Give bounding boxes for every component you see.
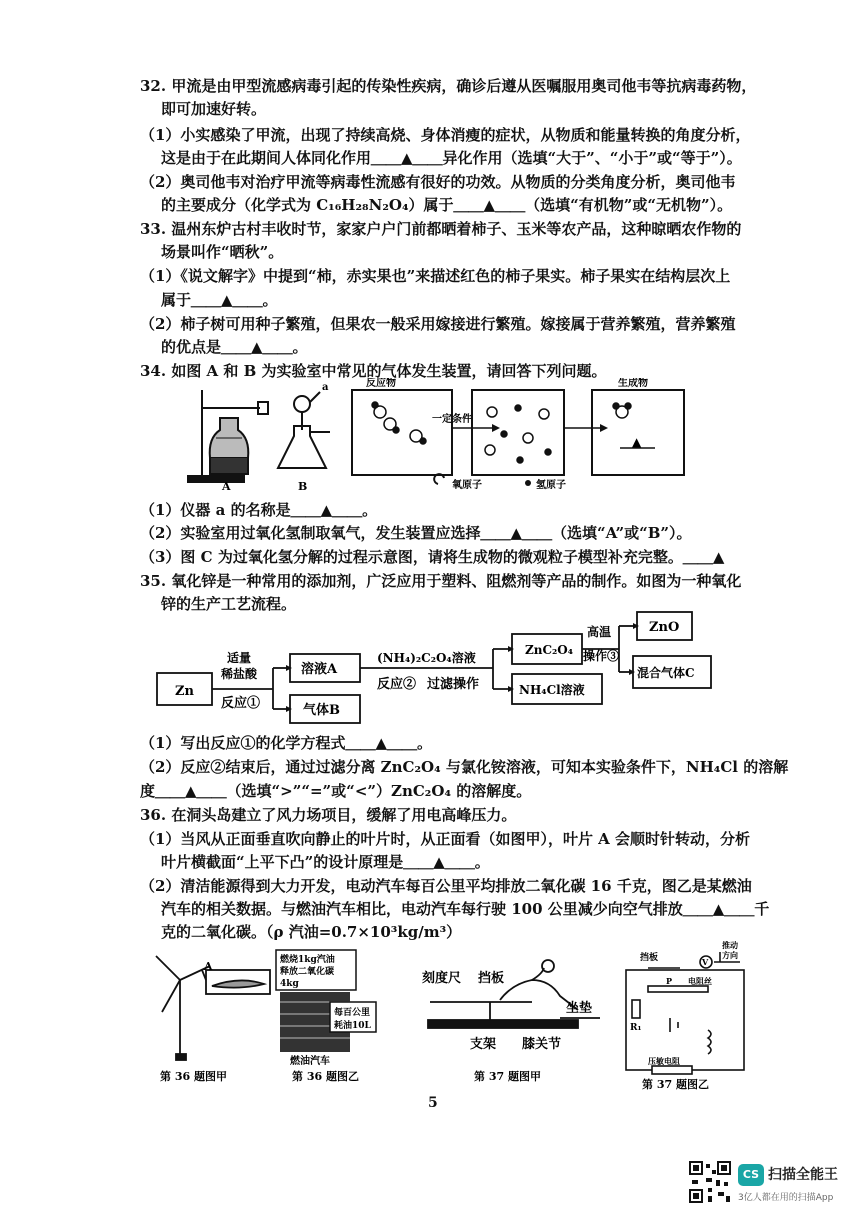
reagent1-line2: 稀盐酸 [221, 667, 258, 681]
scanner-slogan: 3亿人都在用的扫描App [738, 1193, 834, 1203]
wind-turbine-figure [156, 956, 270, 1060]
q33-stem-line2: 场景叫作“晒秋”。 [161, 243, 284, 261]
q32-stem-line1: 32. 甲流是由甲型流感病毒引起的传染性疾病，确诊后遵从医嘱服用奥司他韦等抗病毒药物， [140, 77, 757, 95]
c37-sensor-label: 压敏电阻 [648, 1056, 680, 1066]
c37-push-line1: 推动 [722, 940, 738, 950]
zn-label: Zn [175, 684, 194, 699]
q33-part1-line1: （1）《说文解字》中提到“柿，赤实果也”来描述红色的柿子果实。柿子果实在结构层次上 [140, 267, 731, 285]
q32-part2-line1: （2）奥司他韦对治疗甲流等病毒性流感有很好的功效。从物质的分类角度分析，奥司他韦 [140, 173, 736, 191]
q36-part1-line1: （1）当风从正面垂直吹向静止的叶片时，从正面看（如图甲），叶片 A 会顺时针转动，分析 [140, 830, 751, 848]
q32-part2-line2: 的主要成分（化学式为 C₁₆H₂₈N₂O₄）属于＿＿▲＿＿（选填“有机物”或“无机物”）。 [161, 196, 733, 214]
q33-stem-line1: 33. 温州东炉古村丰收时节，家家户户门前都晒着柿子、玉米等农产品，这种晾晒农作物的 [140, 220, 742, 238]
reactant-box [352, 390, 452, 475]
baffle-label: 挡板 [478, 971, 505, 986]
nh4cl-label: NH₄Cl溶液 [519, 683, 585, 697]
apparatus-b [278, 392, 330, 468]
caption-36a: 第 36 题图甲 [160, 1070, 227, 1083]
q36-part2-line2: 汽车的相关数据。与燃油汽车相比，电动汽车每行驶 100 公里减少向空气排放＿＿▲＿＿千 [161, 900, 770, 918]
knee-label: 膝关节 [522, 1037, 562, 1052]
middle-atoms [485, 405, 551, 463]
car-note-line2: 释放二氧化碳 [280, 967, 335, 977]
apparatus-a [188, 390, 268, 482]
car-label: 燃油汽车 [290, 1056, 330, 1067]
c37-r1-label: R₁ [630, 1023, 642, 1033]
gas-b-label: 气体B [303, 703, 340, 718]
q36-part2-line1: （2）清洁能源得到大力开发，电动汽车每百公里平均排放二氧化碳 16 千克，图乙是某燃油 [140, 877, 752, 895]
product-box [592, 390, 684, 475]
bottom-figures-svg [140, 940, 760, 1090]
c37-wire-label: 电阻丝 [688, 976, 712, 986]
solution-a-label: 溶液A [301, 662, 338, 677]
c37-baffle-label: 挡板 [640, 953, 659, 963]
ruler-label: 刻度尺 [422, 971, 462, 986]
q33-part1-line2: 属于＿＿▲＿＿。 [161, 291, 278, 309]
page-number: 5 [428, 1095, 438, 1111]
reaction2-label: 反应② [377, 677, 417, 692]
zno-label: ZnO [649, 620, 680, 635]
legend-hydrogen: 氢原子 [536, 480, 566, 491]
q35-part2-line2: 度＿＿▲＿＿（选填“>”“=”或“<”）ZnC₂O₄ 的溶解度。 [140, 782, 532, 800]
label-b: B [298, 480, 308, 493]
q34-figure-svg [180, 378, 790, 493]
q35-part2-line1: （2）反应②结束后，通过过滤分离 ZnC₂O₄ 与氯化铵溶液，可知本实验条件下，NH₄Cl 的溶解 [140, 758, 789, 776]
car-note2-line2: 耗油10L [334, 1021, 371, 1031]
caption-36b: 第 36 题图乙 [292, 1070, 359, 1083]
q34-part3: （3）图 C 为过氧化氢分解的过程示意图，请将生成物的微观粒子模型补充完整。＿＿▲ [140, 548, 725, 566]
znc2o4-label: ZnC₂O₄ [525, 643, 573, 657]
car-note2-line1: 每百公里 [334, 1008, 371, 1018]
reactant-molecules [372, 402, 426, 444]
q35-stem-line1: 35. 氧化锌是一种常用的添加剂，广泛应用于塑料、阻燃剂等产品的制作。如图为一种氧化 [140, 572, 742, 590]
support-label: 支架 [470, 1037, 497, 1052]
q36-part2-line3: 克的二氧化碳。（ρ 汽油=0.7×10³kg/m³） [161, 923, 462, 941]
op3-label: 操作③ [583, 649, 620, 663]
c37-push-line2: 方向 [722, 950, 738, 960]
caption-37b: 第 37 题图乙 [642, 1078, 709, 1090]
camscanner-logo-icon: CS [738, 1164, 764, 1186]
reactant-label: 反应物 [366, 378, 396, 389]
q36-stem: 36. 在洞头岛建立了风力场项目，缓解了用电高峰压力。 [140, 806, 517, 824]
q32-stem-line2: 即可加速好转。 [161, 100, 267, 118]
gas-c-label: 混合气体C [637, 666, 695, 680]
c37-p-label: P [666, 976, 673, 986]
reaction1-label: 反应① [221, 696, 261, 711]
q33-part2-line1: （2）柿子树可用种子繁殖，但果农一般采用嫁接进行繁殖。嫁接属于营养繁殖，营养繁殖 [140, 315, 736, 333]
reagent2-label: (NH₄)₂C₂O₄溶液 [377, 651, 476, 665]
product-answer-mark: ▲ [632, 435, 642, 449]
q33-part2-line2: 的优点是＿＿▲＿＿。 [161, 338, 308, 356]
car-note-line3: 4kg [280, 979, 299, 989]
fuel-car-figure [276, 950, 376, 1052]
blade-a-label: A [204, 960, 213, 973]
scanner-watermark [688, 1160, 858, 1208]
circuit-figure [626, 952, 744, 1074]
q36-part1-line2: 叶片横截面“上平下凸”的设计原理是＿＿▲＿＿。 [161, 853, 490, 871]
q35-flowchart [155, 610, 715, 730]
bottom-figures [140, 940, 760, 1090]
filter-label: 过滤操作 [427, 677, 480, 692]
car-note-line1: 燃烧1kg汽油 [280, 955, 335, 965]
qr-code-icon [688, 1160, 732, 1204]
q34-part2: （2）实验室用过氧化氢制取氧气，发生装置应选择＿＿▲＿＿（选填“A”或“B”）。 [140, 524, 692, 542]
q34-stem: 34. 如图 A 和 B 为实验室中常见的气体发生装置，请回答下列问题。 [140, 362, 607, 380]
caption-37a: 第 37 题图甲 [474, 1070, 541, 1083]
q32-part1-line2: 这是由于在此期间人体同化作用＿＿▲＿＿异化作用（选填“大于”、“小于”或“等于”）。 [161, 149, 742, 167]
label-a: A [222, 480, 231, 493]
c37-v-label: V [702, 957, 709, 967]
hydrogen-legend-icon [525, 480, 531, 486]
cushion-label: 坐垫 [566, 1001, 593, 1016]
reagent1-line1: 适量 [227, 651, 252, 665]
scanner-brand: 扫描全能王 [768, 1167, 838, 1183]
q34-figure [180, 378, 790, 493]
label-small-a: a [322, 382, 329, 393]
q35-part1: （1）写出反应①的化学方程式＿＿▲＿＿。 [140, 734, 432, 752]
q35-stem-line2: 锌的生产工艺流程。 [161, 595, 297, 613]
condition-label: 一定条件 [432, 414, 472, 425]
q35-flowchart-svg [155, 610, 715, 730]
legend-oxygen: 氧原子 [452, 480, 482, 491]
product-molecule [613, 403, 631, 418]
high-temp-label: 高温 [587, 625, 612, 639]
product-label: 生成物 [618, 378, 648, 389]
q32-part1-line1: （1）小实感染了甲流，出现了持续高烧、身体消瘦的症状，从物质和能量转换的角度分析， [140, 126, 751, 144]
q34-part1: （1）仪器 a 的名称是＿＿▲＿＿。 [140, 501, 378, 519]
